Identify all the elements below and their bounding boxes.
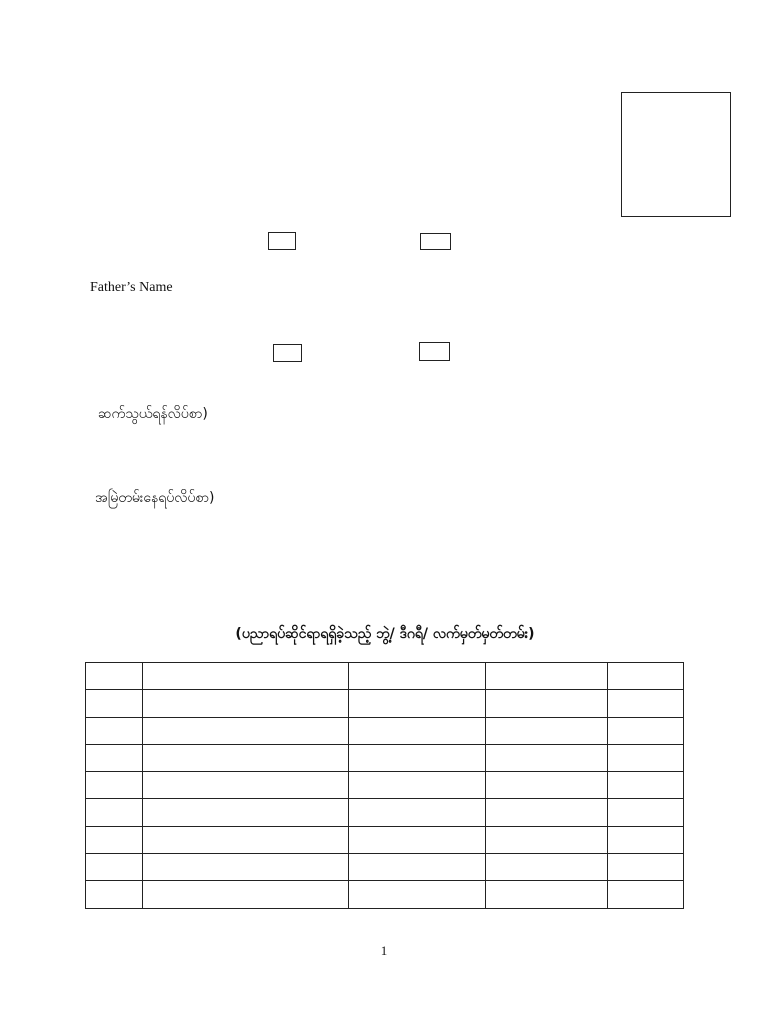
table-cell[interactable] <box>486 799 608 826</box>
page-number: 1 <box>380 943 388 958</box>
table-cell[interactable] <box>349 854 486 881</box>
education-section-title: (ပညာရပ်ဆိုင်ရာရရှိခဲ့သည့် ဘွဲ့/ ဒီဂရီ/ လက်မှတ်မှတ်တမ်း) <box>235 626 535 642</box>
table-cell[interactable] <box>143 772 349 799</box>
table-cell[interactable] <box>86 881 143 908</box>
table-cell[interactable] <box>608 744 684 771</box>
fathers-name-label: Father’s Name <box>90 280 173 295</box>
education-table <box>85 662 684 909</box>
table-cell[interactable] <box>86 826 143 853</box>
contact-address-label: ဆက်သွယ်ရန်လိပ်စာ) <box>98 406 208 422</box>
table-row <box>86 663 684 690</box>
table-cell[interactable] <box>349 826 486 853</box>
table-cell[interactable] <box>86 717 143 744</box>
table-cell[interactable] <box>143 744 349 771</box>
table-cell[interactable] <box>86 690 143 717</box>
table-cell[interactable] <box>143 690 349 717</box>
table-cell[interactable] <box>608 826 684 853</box>
table-cell[interactable] <box>608 690 684 717</box>
table-row <box>86 744 684 771</box>
table-cell[interactable] <box>486 663 608 690</box>
table-row <box>86 854 684 881</box>
table-row <box>86 799 684 826</box>
table-cell[interactable] <box>86 772 143 799</box>
table-row <box>86 772 684 799</box>
table-cell[interactable] <box>608 772 684 799</box>
table-cell[interactable] <box>349 744 486 771</box>
table-cell[interactable] <box>608 881 684 908</box>
checkbox-3[interactable] <box>273 344 302 362</box>
table-cell[interactable] <box>143 799 349 826</box>
photo-box <box>621 92 731 217</box>
table-cell[interactable] <box>608 799 684 826</box>
table-cell[interactable] <box>86 799 143 826</box>
table-cell[interactable] <box>86 744 143 771</box>
table-cell[interactable] <box>349 772 486 799</box>
table-row <box>86 826 684 853</box>
table-cell[interactable] <box>86 663 143 690</box>
table-cell[interactable] <box>349 690 486 717</box>
table-cell[interactable] <box>486 690 608 717</box>
table-cell[interactable] <box>486 826 608 853</box>
table-cell[interactable] <box>349 663 486 690</box>
checkbox-2[interactable] <box>420 233 451 250</box>
table-cell[interactable] <box>143 663 349 690</box>
table-cell[interactable] <box>349 881 486 908</box>
table-cell[interactable] <box>486 881 608 908</box>
permanent-address-label: အမြဲတမ်းနေရပ်လိပ်စာ) <box>95 490 215 506</box>
table-cell[interactable] <box>608 854 684 881</box>
table-cell[interactable] <box>486 854 608 881</box>
table-cell[interactable] <box>143 854 349 881</box>
table-cell[interactable] <box>486 717 608 744</box>
table-cell[interactable] <box>143 881 349 908</box>
table-cell[interactable] <box>349 799 486 826</box>
table-cell[interactable] <box>486 744 608 771</box>
table-cell[interactable] <box>86 854 143 881</box>
table-cell[interactable] <box>143 826 349 853</box>
table-row <box>86 717 684 744</box>
table-cell[interactable] <box>608 717 684 744</box>
table-cell[interactable] <box>486 772 608 799</box>
checkbox-4[interactable] <box>419 342 450 361</box>
table-cell[interactable] <box>608 663 684 690</box>
checkbox-1[interactable] <box>268 232 296 250</box>
table-row <box>86 690 684 717</box>
table-cell[interactable] <box>349 717 486 744</box>
table-cell[interactable] <box>143 717 349 744</box>
table-row <box>86 881 684 908</box>
